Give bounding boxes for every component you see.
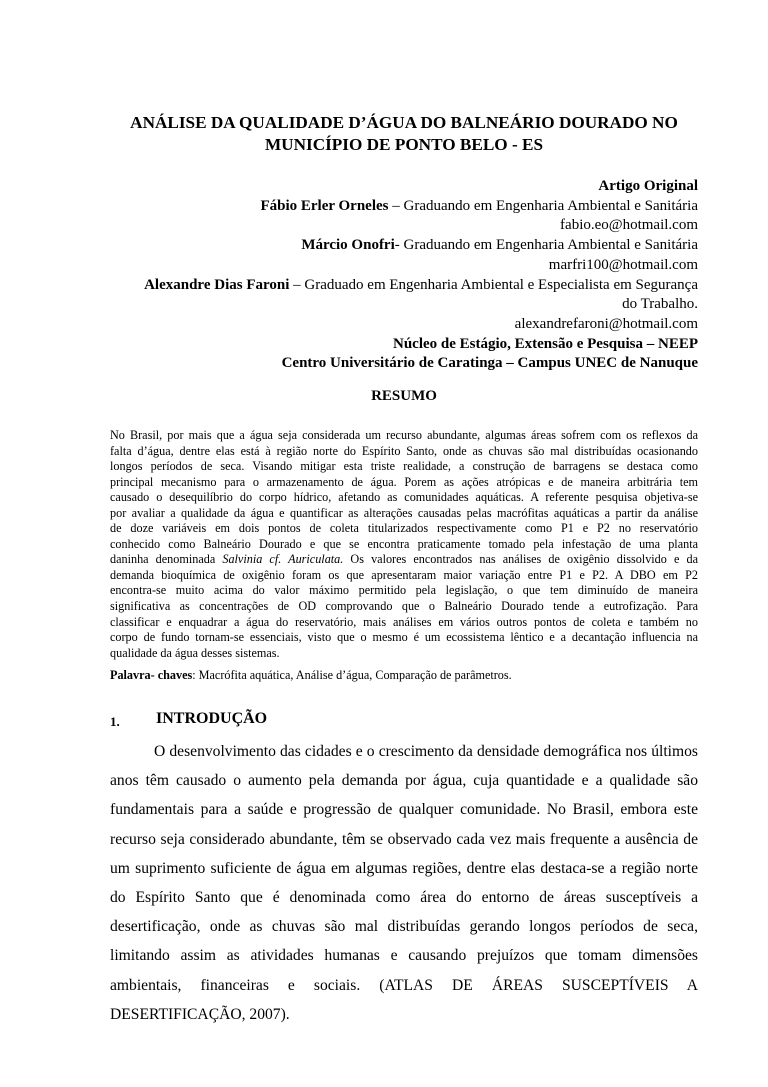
body-line: O desenvolvimento das cidades e o crescimento da densidade demográfica nos últimos [154,743,698,760]
body-line: anos têm causado o aumento pela demanda por água, cuja quantidade e a qualidade são [110,772,698,790]
abstract-line: de doze variáveis em dois pontos de coleta titularizados respectivamente como P1 e P2 no reservatório [110,521,698,536]
body-line: DESERTIFICAÇÃO, 2007). [110,1005,290,1023]
author-email: fabio.eo@hotmail.com [560,217,698,234]
abstract-line: por avaliar a qualidade da água e quantificar as alterações causadas pelas macrófitas aquáticas a partir da análise [110,505,698,520]
abstract-line: significativa as concentrações de OD comprovando que o Balneário Dourado tende a eutrofização. Para [110,599,698,614]
section-number: 1. [110,714,120,729]
author-name: Alexandre Dias Faroni [144,276,290,293]
article-type: Artigo Original [598,178,698,194]
abstract-line: causado o desequilíbrio do corpo hídrico, afetando as comunidades aquáticas. A referente pesquisa objetiva-se [110,490,698,505]
body-line: fundamentais para a saúde e progressão de qualquer comunidade. No Brasil, embora este [110,801,698,819]
abstract-line: demanda bioquímica de oxigênio foram os que apresentaram maior variação entre P1 e P2. A DBO em P2 [110,567,698,582]
abstract-text: Os valores encontrados nas análises de oxigênio dissolvido e da [343,552,698,567]
keywords-text: : Macrófita aquática, Análise d’água, Comparação de parâmetros. [192,668,512,682]
body-line: recurso seja considerado abundante, têm se observado cada vez mais frequente a ausência de [110,830,698,848]
paper-title [110,112,698,156]
author-1 [110,197,698,217]
author-3 [110,276,698,296]
abstract-line: conhecido como Balneário Dourado e que se encontra praticamente tomado pela infestação de uma planta [110,536,698,551]
author-description: – Graduado em Engenharia Ambiental e Especialista em Segurança [289,276,698,293]
abstract-text: daninha denominada [110,552,223,567]
body-line: do Espírito Santo que é denominada como área do entorno de áreas susceptíveis a [110,888,698,906]
title-line-2: MUNICÍPIO DE PONTO BELO - ES [264,135,544,154]
keywords-label: Palavra- chaves [110,668,193,682]
body-line: desertificação, onde as chuvas são mal distribuídas gerando longos períodos de seca, [110,918,698,936]
author-block [110,177,698,374]
abstract-line: encontra-se muito acima do valor máximo permitido pela legislação, o que tem diminuído de maneira [110,583,698,598]
abstract-line: longos períodos de seca. Visando mitigar esta triste realidade, a construção de barragens se destaca como [110,459,698,474]
species-name: Salvinia cf. Auriculata. [222,552,344,567]
institution-line-2: Centro Universitário de Caratinga – Campus UNEC de Nanuque [281,355,698,372]
section-body [110,737,698,1029]
author-2 [110,236,698,256]
abstract-line: corpo de fundo tornam-se essenciais, visto que o mesmo é um ecossistema lêntico e a decantação influencia na [110,630,698,645]
title-line-1: ANÁLISE DA QUALIDADE D’ÁGUA DO BALNEÁRIO DOURADO NO [130,113,678,132]
abstract-line: falta d’água, dentre elas está à região norte do Espírito Santo, onde as chuvas são mal distribuídas ocasionando [110,443,698,458]
abstract-line: No Brasil, por mais que a água seja considerada um recurso abundante, algumas áreas sofrem com os reflexos da [110,428,698,442]
author-name: Fábio Erler Orneles [260,197,389,214]
abstract-body [110,428,698,661]
body-line: um suprimento suficiente de água em algumas regiões, dentre elas destaca-se a região norte [110,859,698,877]
body-line: limitando assim as atividades humanas e causando prejuízos que tomam dimensões [110,947,698,965]
body-line: ambientais, financeiras e sociais. (ATLAS DE ÁREAS SUSCEPTÍVEIS A [110,976,698,994]
author-description-continued: do Trabalho. [622,296,698,313]
abstract-line: principal mecanismo para o armazenamento de água. Porem as ações atrópicas e de maneira arbitrária tem [110,474,698,489]
abstract-heading: RESUMO [371,388,437,404]
author-description: – Graduando em Engenharia Ambiental e Sanitária [388,197,698,214]
author-name: Márcio Onofri [301,237,395,254]
author-email: alexandrefaroni@hotmail.com [514,315,698,332]
author-email: marfri100@hotmail.com [548,256,698,273]
section-title: INTRODUÇÃO [156,710,268,727]
abstract-line [110,552,698,568]
keywords [110,668,698,683]
abstract-line: qualidade da água desses sistemas. [110,645,280,660]
author-description: - Graduando em Engenharia Ambiental e Sanitária [394,237,698,254]
institution-line-1: Núcleo de Estágio, Extensão e Pesquisa – NEEP [392,335,698,352]
abstract-line: classificar e enquadrar a água do reservatório, mais análises em vários outros pontos de coleta e também no [110,614,698,629]
